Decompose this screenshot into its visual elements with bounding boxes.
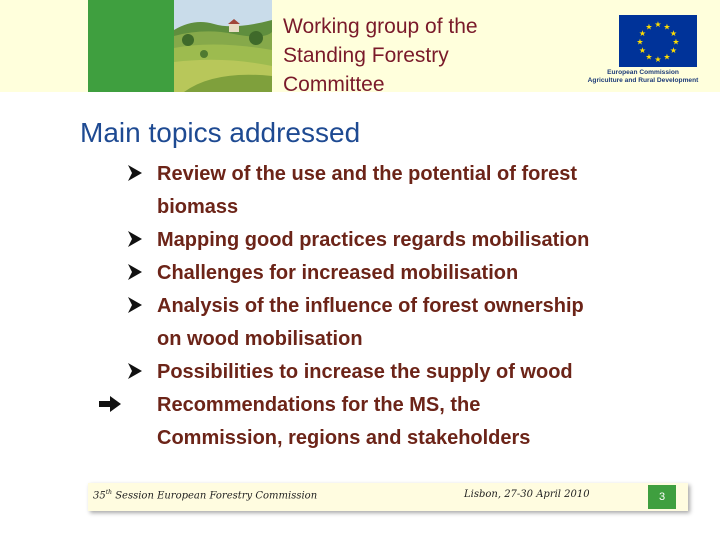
header-title-line: Standing Forestry — [283, 44, 449, 67]
thick-right-arrow-icon — [98, 389, 124, 422]
svg-text:★: ★ — [638, 29, 647, 38]
list-item-line: Recommendations for the MS, the — [157, 394, 481, 416]
list-item-line: Mapping good practices regards mobilisation — [157, 229, 590, 251]
list-item — [126, 224, 706, 257]
chevron-arrow-icon — [126, 290, 152, 323]
eu-flag-logo — [619, 15, 697, 67]
topics-list — [126, 158, 706, 455]
chevron-arrow-icon — [126, 257, 152, 290]
footer-session-suffix: th — [105, 489, 113, 496]
chevron-arrow-icon — [126, 224, 152, 257]
list-item-line: Challenges for increased mobilisation — [157, 262, 519, 284]
header-green-block — [88, 0, 174, 92]
landscape-photo — [174, 0, 272, 92]
header-title-line: Committee — [283, 73, 385, 96]
svg-text:★: ★ — [654, 55, 662, 64]
slide-title: Main topics addressed — [80, 117, 361, 148]
list-item — [126, 257, 706, 290]
footer-location-date: Lisbon, 27-30 April 2010 — [464, 489, 590, 500]
eu-caption — [578, 69, 708, 85]
svg-text:★: ★ — [636, 37, 644, 47]
list-item-line: on wood mobilisation — [157, 328, 363, 350]
svg-text:★: ★ — [638, 46, 647, 55]
footer-bar — [88, 483, 688, 511]
svg-text:★: ★ — [645, 22, 653, 32]
chevron-arrow-icon — [126, 356, 152, 389]
eu-caption-line: European Commission — [607, 69, 679, 76]
svg-text:★: ★ — [654, 20, 662, 29]
svg-text:★: ★ — [645, 52, 653, 62]
list-item-line: Possibilities to increase the supply of wood — [157, 361, 573, 383]
svg-text:★: ★ — [663, 52, 671, 62]
footer-session — [93, 489, 317, 501]
list-item — [126, 356, 706, 389]
list-item-line: Commission, regions and stakeholders — [157, 427, 531, 449]
list-item — [126, 290, 706, 356]
list-item — [126, 158, 706, 224]
eu-caption-line: Agriculture and Rural Development — [587, 77, 699, 84]
header-title — [283, 12, 563, 99]
svg-text:★: ★ — [672, 37, 680, 47]
list-item-line: Analysis of the influence of forest ownership — [157, 295, 584, 317]
svg-text:★: ★ — [669, 29, 678, 38]
footer-session-ordinal: 35 — [93, 490, 106, 502]
svg-text:★: ★ — [663, 22, 671, 32]
page-number: 3 — [648, 485, 676, 509]
chevron-arrow-icon — [126, 158, 152, 191]
header-title-line: Working group of the — [283, 15, 478, 38]
svg-text:★: ★ — [669, 46, 678, 55]
list-item — [98, 389, 706, 455]
list-item-line: Review of the use and the potential of forest — [157, 163, 578, 185]
footer-session-text: Session European Forestry Commission — [112, 490, 318, 502]
list-item-line: biomass — [157, 196, 239, 218]
